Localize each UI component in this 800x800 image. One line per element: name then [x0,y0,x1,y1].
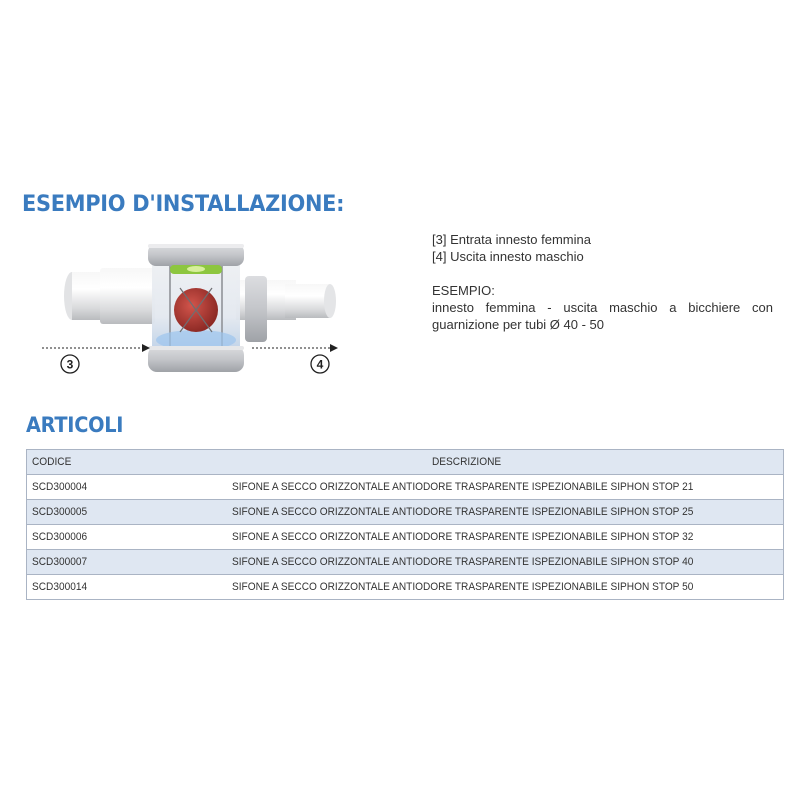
table-row [27,575,784,600]
example-text: innesto femmina - uscita maschio a bicchiere con guarnizione per tubi Ø 40 - 50 [432,300,773,332]
row-code: SCD300007 [27,550,153,575]
table-row [27,550,784,575]
row-code: SCD300004 [27,475,153,500]
row-description: SIFONE A SECCO ORIZZONTALE ANTIODORE TRASPARENTE ISPEZIONABILE SIPHON STOP 40 [152,550,784,575]
row-code: SCD300006 [27,525,153,550]
table-header-row [27,450,784,475]
table-row [27,525,784,550]
header-code: CODICE [27,450,153,475]
info-line-outlet: [4] Uscita innesto maschio [432,249,584,264]
svg-text:3: 3 [66,357,74,372]
table-row [27,475,784,500]
bottom-cap [148,346,244,372]
installation-title: ESEMPIO D'INSTALLAZIONE: [22,192,345,217]
top-cap [148,244,244,266]
svg-text:4: 4 [316,357,324,372]
siphon-illustration [40,232,360,382]
installation-info [432,231,773,333]
outlet-pipe [236,276,336,342]
row-description: SIFONE A SECCO ORIZZONTALE ANTIODORE TRASPARENTE ISPEZIONABILE SIPHON STOP 21 [152,475,784,500]
row-description: SIFONE A SECCO ORIZZONTALE ANTIODORE TRASPARENTE ISPEZIONABILE SIPHON STOP 32 [152,525,784,550]
row-description: SIFONE A SECCO ORIZZONTALE ANTIODORE TRASPARENTE ISPEZIONABILE SIPHON STOP 25 [152,500,784,525]
row-description: SIFONE A SECCO ORIZZONTALE ANTIODORE TRASPARENTE ISPEZIONABILE SIPHON STOP 50 [152,575,784,600]
articles-title: ARTICOLI [26,413,124,437]
articles-table [26,449,784,600]
table-row [27,500,784,525]
info-line-inlet: [3] Entrata innesto femmina [432,232,591,247]
row-code: SCD300005 [27,500,153,525]
inlet-pipe [64,268,155,324]
label-outlet [311,355,329,373]
inlet-arrow [42,344,150,352]
outlet-arrow [252,344,338,352]
example-heading: ESEMPIO: [432,283,495,298]
header-description: DESCRIZIONE [152,450,784,475]
label-inlet [61,355,79,373]
row-code: SCD300014 [27,575,153,600]
